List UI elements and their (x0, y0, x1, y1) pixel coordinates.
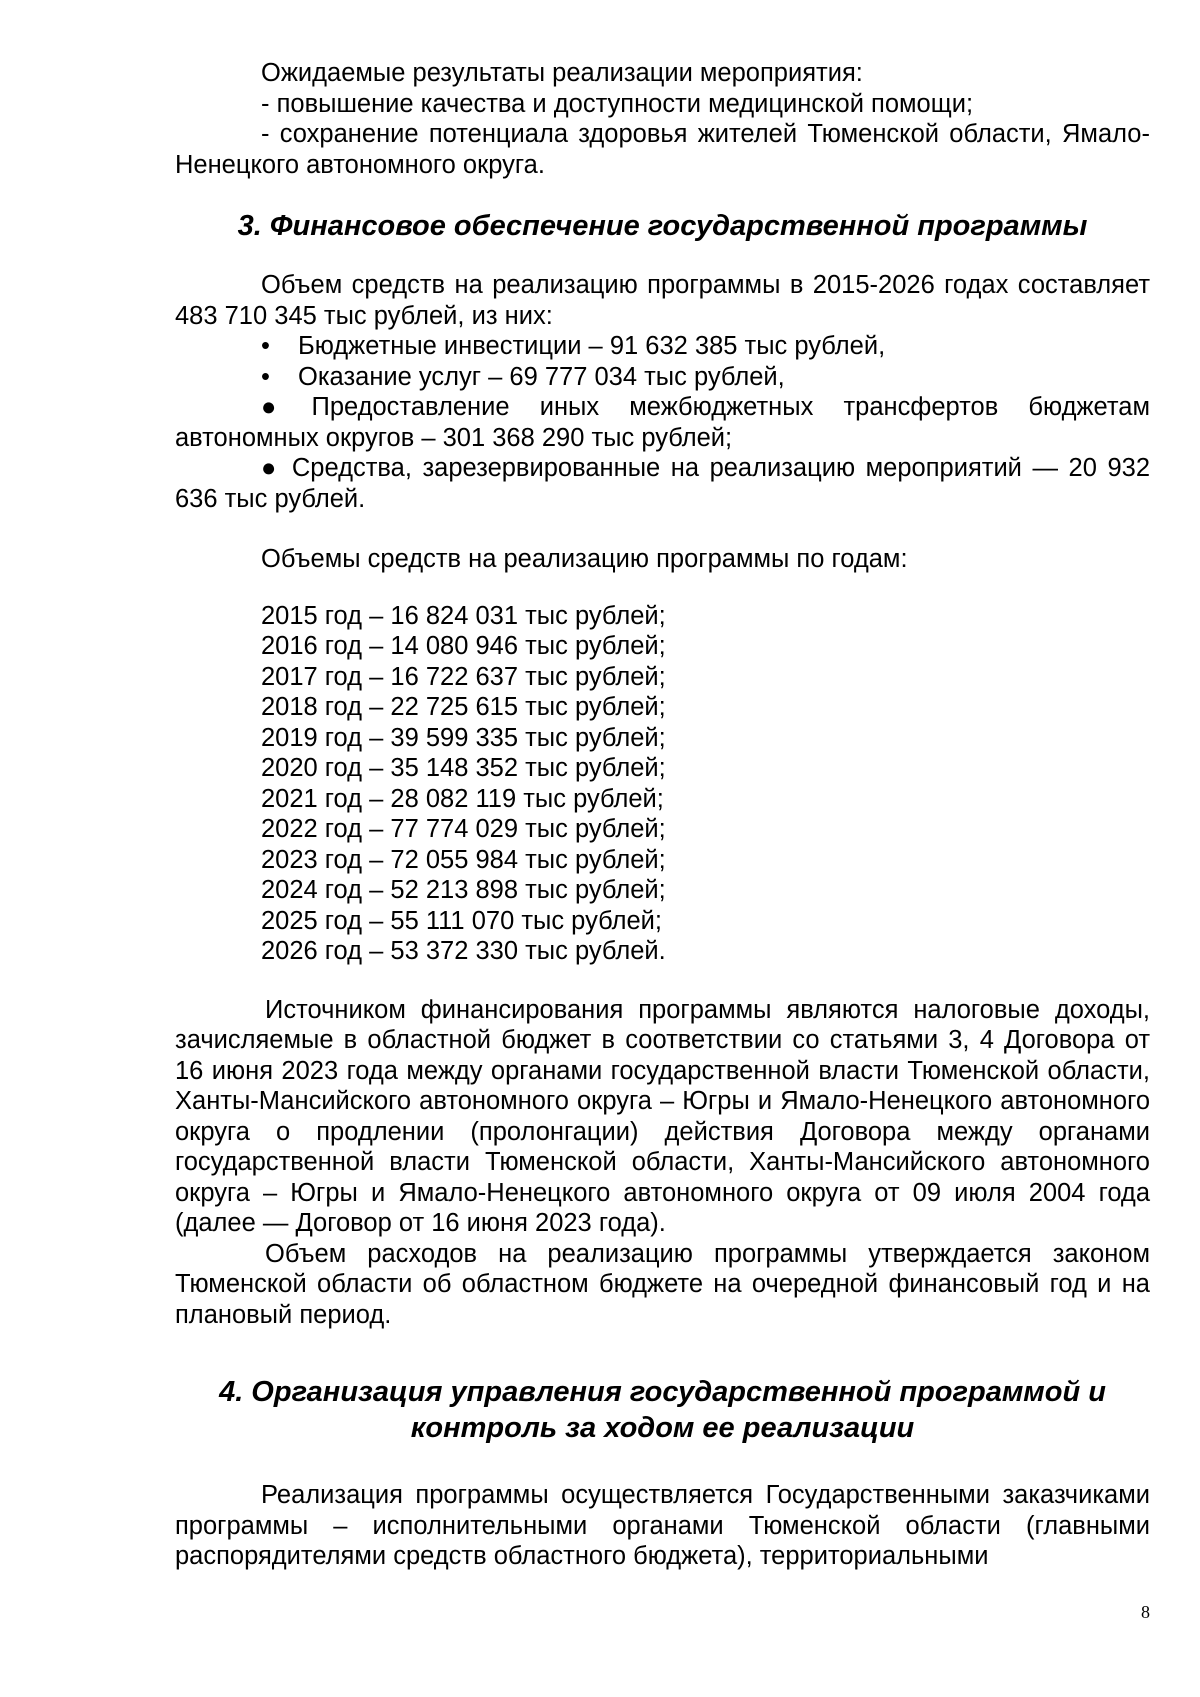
bullet-icon: ● (261, 393, 300, 421)
expected-result-item: - сохранение потенциала здоровья жителей Тюменской области, Ямало-Ненецкого автономного округа. (175, 120, 1150, 179)
document-page (175, 58, 1150, 1572)
section-4-heading-line: контроль за ходом ее реализации (410, 1412, 915, 1444)
bullet-text: Средства, зарезервированные на реализацию мероприятий — 20 932 636 тыс рублей. (175, 454, 1150, 513)
section-4-heading-line: 4. Организация управления государственной программой и (219, 1376, 1106, 1408)
expenditure-approval-paragraph: Объем расходов на реализацию программы утверждается законом Тюменской области об областном бюджете на очередной финансовый год и на плановый период. (175, 1239, 1150, 1329)
implementation-paragraph: Реализация программы осуществляется Государственными заказчиками программы – исполнительными органами Тюменской области (главными распорядителями средств областного бюджета), территориальными (175, 1481, 1150, 1570)
year-item: 2022 год – 77 774 029 тыс рублей; (261, 815, 666, 843)
funding-source-paragraph: Источником финансирования программы являются налоговые доходы, зачисляемые в областной бюджет в соответствии со статьями 3, 4 Договора от 16 июня 2023 года между органами государственной власти Тюменской области, Ханты-Мансийского автономного округа – Югры и Ямало-Ненецкого автономного округа о продлении (пролонгации) действия Договора между органами государственной власти Тюменской области, Ханты-Мансийского автономного округа – Югры и Ямало-Ненецкого автономного округа от 09 июля 2004 года (далее — Договор от 16 июня 2023 года). (175, 995, 1150, 1237)
year-item: 2024 год – 52 213 898 тыс рублей; (261, 876, 666, 904)
year-item: 2026 год – 53 372 330 тыс рублей. (261, 937, 666, 965)
year-item: 2016 год – 14 080 946 тыс рублей; (261, 632, 666, 660)
bullet-text: Предоставление иных межбюджетных трансфертов бюджетам автономных округов – 301 368 290 тыс рублей; (175, 393, 1150, 452)
section-3-heading: 3. Финансовое обеспечение государственной программы (237, 210, 1088, 242)
year-item: 2019 год – 39 599 335 тыс рублей; (261, 723, 666, 752)
bullet-icon: • (261, 332, 270, 360)
expected-result-item: - повышение качества и доступности медицинской помощи; (261, 89, 974, 118)
year-item: 2023 год – 72 055 984 тыс рублей; (261, 845, 666, 874)
year-item: 2020 год – 35 148 352 тыс рублей; (261, 754, 666, 782)
total-funding-paragraph: Объем средств на реализацию программы в 2015-2026 годах составляет 483 710 345 тыс рублей, из них: (175, 271, 1150, 330)
expected-results-title: Ожидаемые результаты реализации мероприятия: (261, 59, 863, 87)
page-number: 8 (1141, 1602, 1150, 1622)
bullet-icon: • (261, 362, 270, 391)
year-item: 2021 год – 28 082 119 тыс рублей; (261, 784, 664, 813)
section-4-heading (175, 1374, 1150, 1446)
funding-bullet-item (175, 362, 1150, 393)
years-list (175, 601, 1150, 967)
year-item: 2015 год – 16 824 031 тыс рублей; (261, 601, 666, 630)
funding-bullet-item (175, 453, 1150, 514)
years-title: Объемы средств на реализацию программы по годам: (261, 545, 908, 573)
bullet-icon: ● (261, 454, 280, 482)
bullet-text: Бюджетные инвестиции – 91 632 385 тыс рублей, (298, 332, 886, 360)
funding-bullet-item (175, 331, 1150, 362)
funding-bullet-item (175, 392, 1150, 453)
year-item: 2017 год – 16 722 637 тыс рублей; (261, 662, 666, 691)
year-item: 2018 год – 22 725 615 тыс рублей; (261, 693, 666, 721)
bullet-text: Оказание услуг – 69 777 034 тыс рублей, (298, 362, 785, 391)
year-item: 2025 год – 55 111 070 тыс рублей; (261, 906, 662, 935)
